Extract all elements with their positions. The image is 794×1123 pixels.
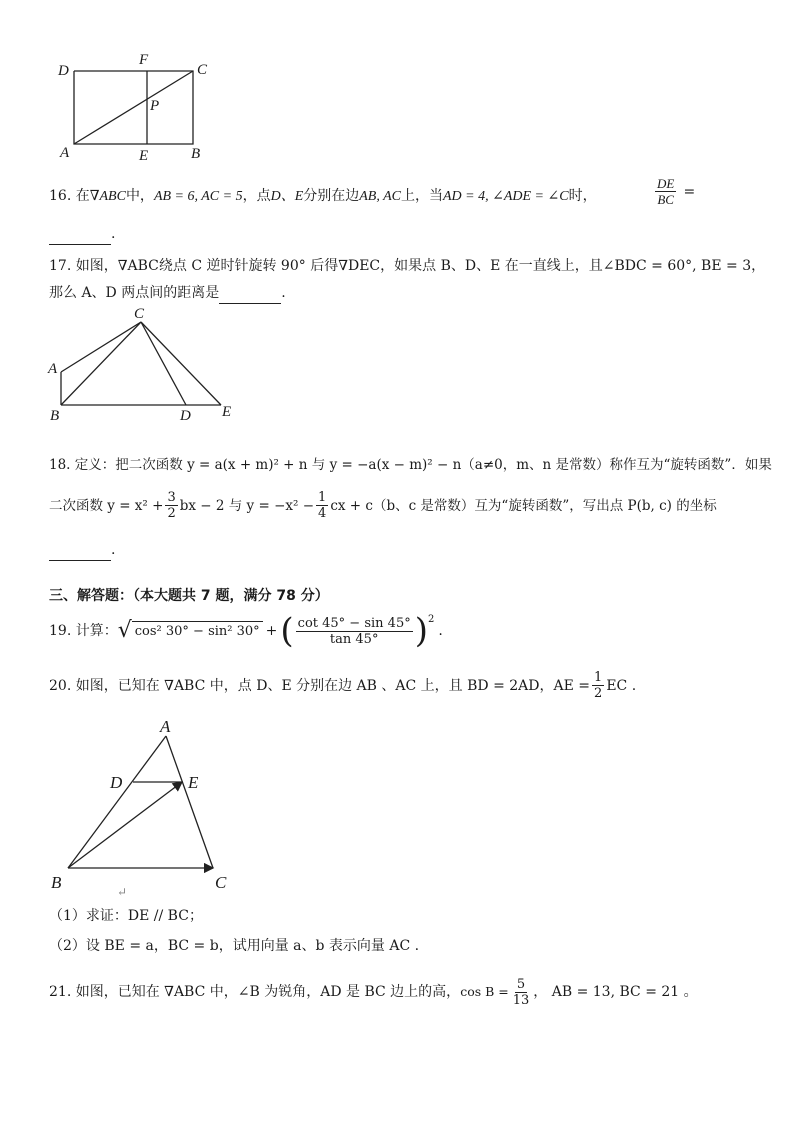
vector-triangle-figure	[45, 718, 245, 903]
q16-text-f: 时，	[568, 188, 597, 204]
q18-text-line2c: cx + c（b、c 是常数）互为“旋转函数”，写出点 P(b, c) 的坐标	[330, 497, 717, 514]
label-P: P	[150, 98, 160, 114]
segment-BC	[61, 322, 141, 405]
label-B: B	[191, 146, 201, 162]
question-20	[49, 670, 636, 701]
q18-frac2-num: 1	[318, 490, 327, 505]
q19-sqrt: √ cos² 30° − sin² 30°	[118, 620, 263, 642]
label-D: D	[180, 408, 191, 424]
label-B: B	[50, 408, 60, 424]
label-D: D	[110, 773, 123, 792]
q16-text-a: 在	[75, 188, 90, 204]
label-E: E	[188, 773, 199, 792]
q16-text-e: 上，当	[401, 188, 443, 204]
segment-AC	[166, 736, 213, 868]
q16-blank[interactable]	[49, 224, 111, 245]
label-C: C	[134, 306, 145, 322]
q20-frac-num: 1	[594, 670, 603, 685]
q17-text-line1: 如图，∇ABC绕点 C 逆时针旋转 90° 后得∇DEC，如果点 B、D、E 在一直线上，且∠BDC = 60°, BE = 3，	[75, 258, 766, 274]
segment-AC	[61, 322, 141, 372]
q18-frac2-den: 4	[318, 506, 327, 521]
q18-frac1-den: 2	[167, 506, 176, 521]
q19-frac-num: cot 45° − sin 45°	[297, 615, 411, 631]
q20-text: 如图，已知在 ∇ABC 中，点 D、E 分别在边 AB 、AC 上，且 BD = 2AD，AE =	[75, 677, 591, 694]
q17-blank[interactable]	[219, 283, 281, 304]
q21-number: 21.	[49, 984, 72, 1000]
q18-answer-line	[49, 540, 115, 561]
question-21	[49, 972, 698, 1012]
label-A: A	[160, 718, 171, 736]
q20-subquestion-1: （1）求证：DE // BC；	[49, 908, 203, 924]
q18-text-line2a: 二次函数 y = x² +	[49, 497, 164, 514]
q16-text-d: 分别在边	[303, 188, 360, 204]
q16-sides: AB, AC	[359, 189, 401, 204]
q17-number: 17.	[49, 258, 72, 274]
rectangle-figure	[50, 50, 220, 165]
label-E: E	[139, 148, 149, 164]
q16-condition-2: AD = 4, ∠ADE = ∠C	[443, 189, 569, 204]
label-C: C	[197, 62, 208, 78]
q21-text-end: ， AB = 13, BC = 21 。	[533, 984, 698, 1000]
label-D: D	[58, 63, 69, 79]
label-A: A	[60, 145, 70, 161]
q19-number: 19.	[49, 623, 72, 639]
q16-number: 16.	[49, 188, 72, 204]
q19-tail: .	[438, 623, 443, 639]
q16-answer-line	[49, 224, 115, 245]
question-17-line2	[49, 283, 286, 304]
label-A: A	[48, 361, 58, 377]
q19-frac-den: tan 45°	[329, 631, 379, 647]
question-17-line1	[49, 256, 765, 276]
q18-text-line1: 定义：把二次函数 y = a(x + m)² + n 与 y = −a(x − m)² − n（a≠0，m、n 是常数）称作互为“旋转函数”．如果	[74, 457, 772, 473]
question-16-line1	[49, 186, 597, 207]
label-E: E	[222, 404, 232, 420]
q16-equals: =	[683, 184, 696, 200]
q18-number: 18.	[49, 457, 71, 473]
q20-subquestion-2: （2）设 BE = a，BC = b，试用向量 a、b 表示向量 AC .	[49, 938, 420, 954]
question-19: 19. 计算： √ cos² 30° − sin² 30° + ( $\frac{\cot 45^\circ - \sin 45^\circ}{\tan 45^\circ}$ ) 2 .	[49, 611, 443, 651]
q21-frac-num: 5	[516, 976, 526, 992]
segment-CD	[141, 322, 186, 405]
label-C: C	[215, 873, 227, 892]
q17-text-line2: 那么 A、D 两点间的距离是	[49, 285, 220, 301]
q21-text: 如图，已知在 ∇ABC 中，∠B 为锐角，AD 是 BC 边上的高，	[75, 984, 461, 1000]
q16-frac-den: BC	[657, 192, 674, 207]
q19-label: 计算：	[75, 623, 118, 639]
q19-plus: +	[265, 623, 278, 639]
q18-text-line2b: bx − 2 与 y = −x² −	[179, 497, 315, 514]
q18-frac1-num: 3	[167, 490, 176, 505]
q16-points: D、E	[270, 189, 304, 204]
q18-tail: .	[111, 542, 116, 558]
q21-cos-label: cos B =	[460, 984, 509, 999]
q19-exponent: 2	[427, 614, 435, 625]
diagonal-AC	[74, 71, 193, 144]
q21-frac-den: 13	[512, 992, 530, 1008]
rotation-triangle-figure	[40, 305, 250, 427]
q16-tail: .	[111, 226, 116, 242]
q16-frac-num: DE	[657, 176, 675, 191]
q16-condition-1: AB = 6, AC = 5	[153, 189, 243, 204]
q19-sqrt-body: cos² 30° − sin² 30°	[132, 621, 263, 642]
q16-text-c: ，点	[242, 188, 271, 204]
q17-tail: .	[281, 285, 286, 301]
section-3-heading: 三、解答题：（本大题共 7 题，满分 78 分）	[49, 588, 329, 604]
q18-blank[interactable]	[49, 540, 111, 561]
q20-text-end: EC .	[606, 677, 637, 694]
label-B: B	[51, 873, 62, 892]
q20-number: 20.	[49, 677, 72, 694]
question-18-line1	[49, 455, 772, 475]
q16-fraction	[653, 176, 695, 207]
segment-AB	[68, 736, 166, 868]
segment-CE	[141, 322, 221, 405]
label-F: F	[139, 52, 149, 68]
q20-frac-den: 2	[594, 686, 603, 701]
q16-triangle: ∇ABC	[89, 189, 126, 204]
vector-BE	[68, 782, 182, 868]
q16-text-b: 中，	[125, 188, 154, 204]
return-mark: ↵	[117, 885, 128, 899]
question-18-line2	[49, 490, 717, 521]
